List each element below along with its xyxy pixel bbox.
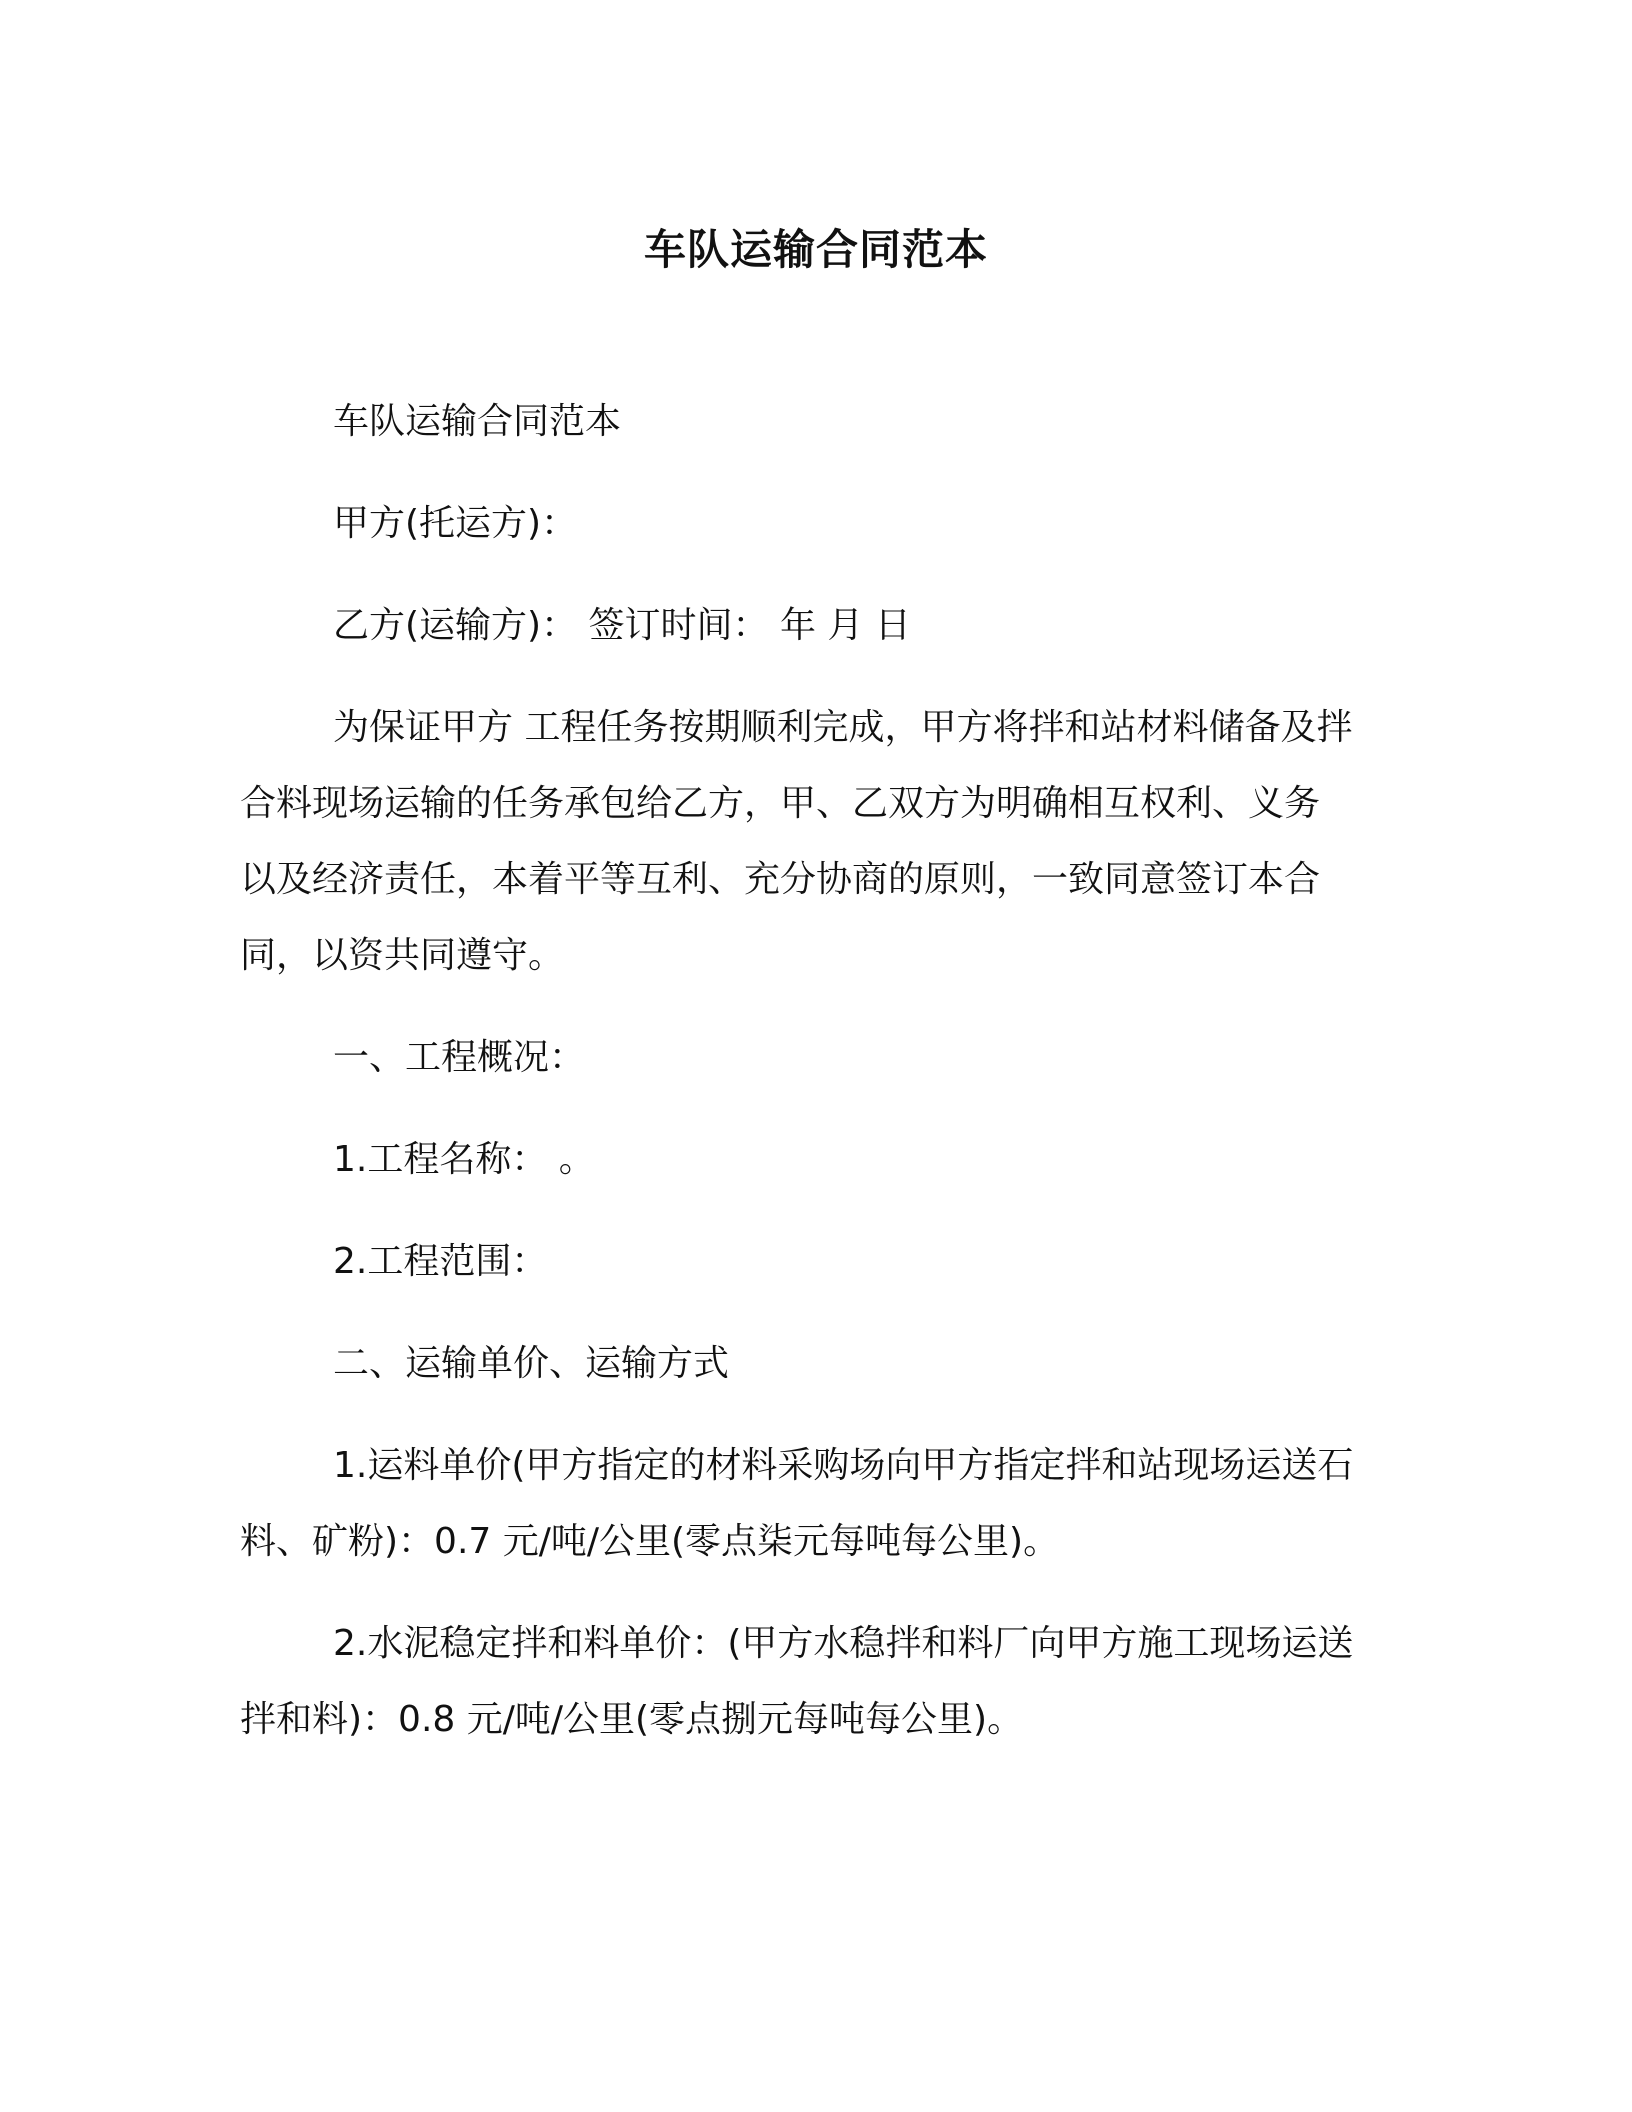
preamble-line-3: 以及经济责任，本着平等互利、充分协商的原则，一致同意签订本合 xyxy=(240,859,1321,900)
preamble-line-2: 合料现场运输的任务承包给乙方，甲、乙双方为明确相互权利、义务 xyxy=(240,783,1321,824)
section-1-item-2: 2.工程范围： xyxy=(333,1241,548,1282)
party-a-line: 甲方(托运方)： xyxy=(333,503,578,544)
section-2-item-1-line-2: 料、矿粉)：0.7 元/吨/公里(零点柒元每吨每公里)。 xyxy=(240,1521,1060,1562)
document-title: 车队运输合同范本 xyxy=(643,225,988,274)
section-1-item-1: 1.工程名称： 。 xyxy=(333,1139,595,1180)
document-subtitle: 车队运输合同范本 xyxy=(333,401,622,442)
section-2-heading: 二、运输单价、运输方式 xyxy=(333,1343,730,1384)
party-b-line: 乙方(运输方)： 签订时间： 年 月 日 xyxy=(333,605,911,646)
preamble-line-4: 同，以资共同遵守。 xyxy=(240,935,565,976)
section-2-item-1-line-1: 1.运料单价(甲方指定的材料采购场向甲方指定拌和站现场运送石 xyxy=(333,1445,1354,1486)
section-1-heading: 一、工程概况： xyxy=(333,1037,586,1078)
preamble-line-1: 为保证甲方 工程任务按期顺利完成，甲方将拌和站材料储备及拌 xyxy=(333,707,1353,748)
section-2-item-2-line-2: 拌和料)：0.8 元/吨/公里(零点捌元每吨每公里)。 xyxy=(240,1699,1024,1740)
section-2-item-2-line-1: 2.水泥稳定拌和料单价：(甲方水稳拌和料厂向甲方施工现场运送 xyxy=(333,1623,1354,1664)
